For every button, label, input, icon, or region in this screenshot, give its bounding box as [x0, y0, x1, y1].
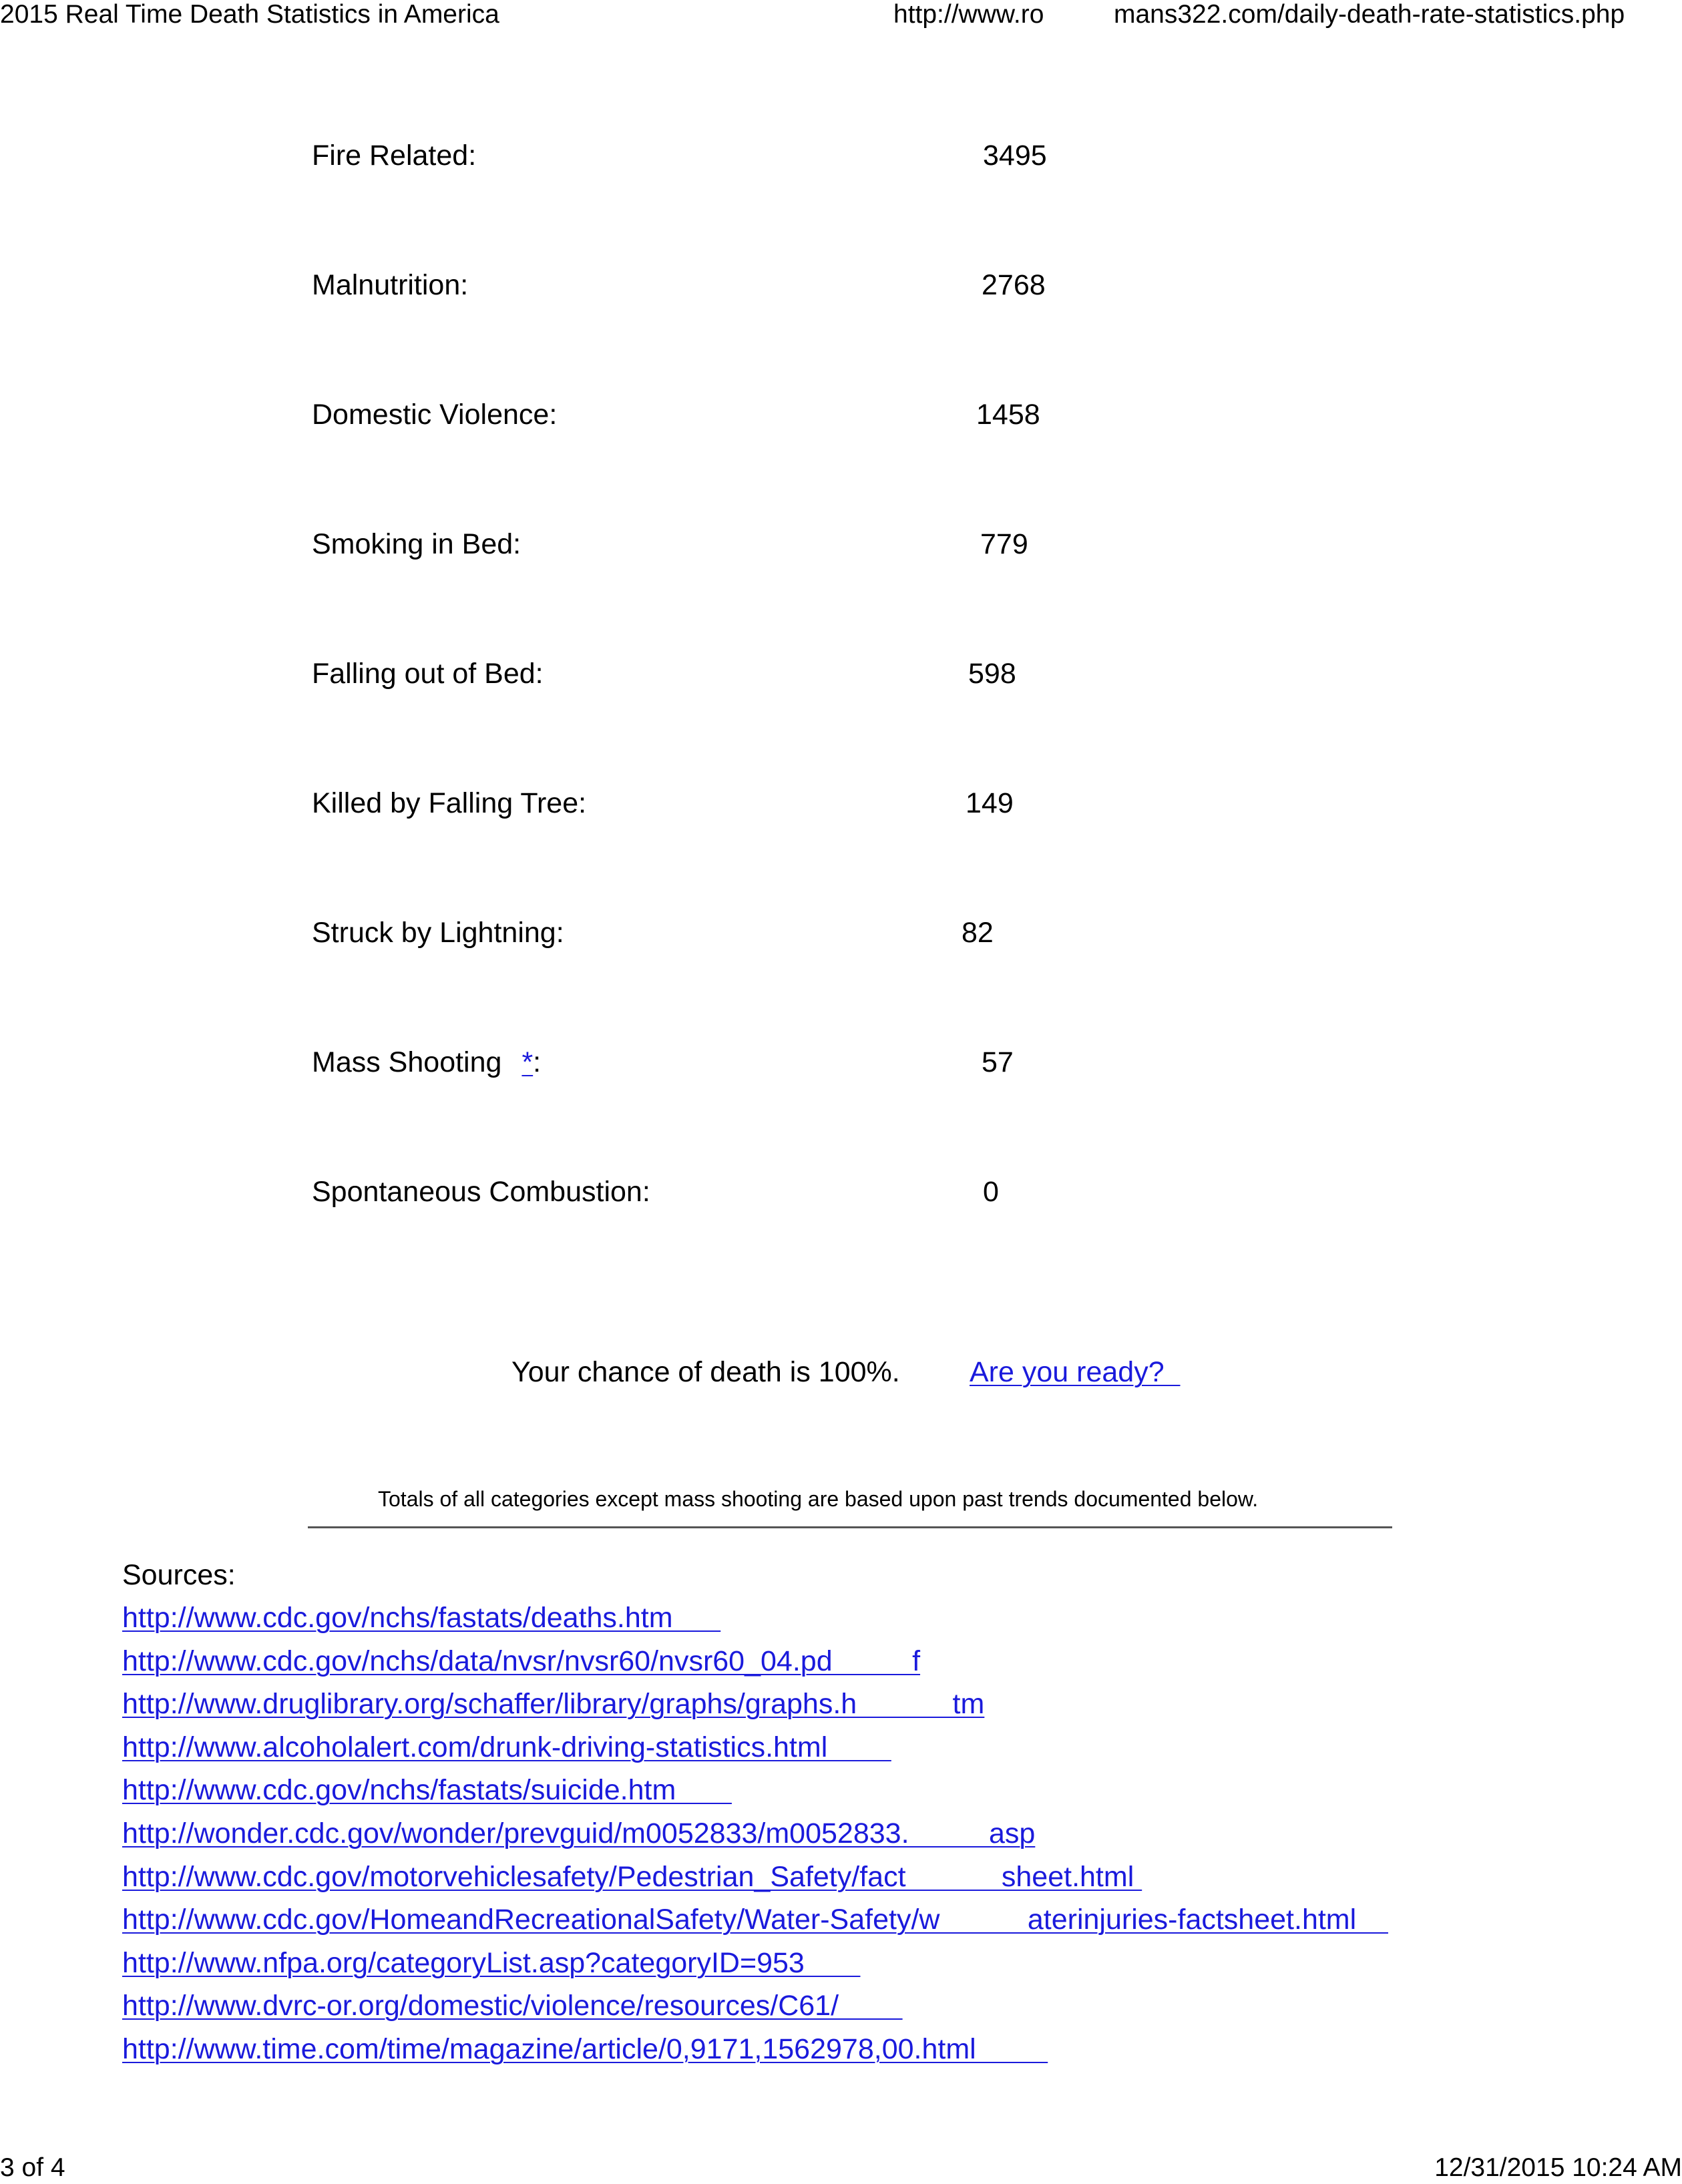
mass-shooting-colon: :: [533, 1046, 542, 1078]
page-title: 2015 Real Time Death Statistics in America: [0, 0, 499, 29]
stat-value-spontaneous-combustion: 0: [983, 1176, 999, 1208]
stat-label-mass-shooting: [312, 1046, 541, 1079]
stat-label-falling-out-of-bed: Falling out of Bed:: [312, 658, 544, 690]
source-link-cdc-deaths[interactable]: http://www.cdc.gov/nchs/fastats/deaths.htm: [122, 1602, 721, 1634]
stat-value-struck-by-lightning: 82: [962, 917, 994, 949]
stat-label-malnutrition: Malnutrition:: [312, 269, 469, 301]
chance-of-death-text: Your chance of death is 100%.: [511, 1356, 900, 1388]
source-item: [122, 1601, 1388, 1645]
stat-value-falling-out-of-bed: 598: [968, 658, 1016, 690]
source-item: [122, 2032, 1388, 2076]
stat-label-domestic-violence: Domestic Violence:: [312, 399, 558, 431]
source-item: [122, 1946, 1388, 1990]
stat-label-spontaneous-combustion: Spontaneous Combustion:: [312, 1176, 650, 1208]
are-you-ready-link[interactable]: Are you ready?: [970, 1356, 1181, 1388]
source-item: [122, 1989, 1388, 2032]
header-url-part1: http://www.ro: [893, 0, 1044, 29]
page-number: 3 of 4: [0, 2153, 65, 2182]
source-item: [122, 1817, 1388, 1860]
totals-note: Totals of all categories except mass shooting are based upon past trends documented below.: [378, 1487, 1259, 1511]
source-link-alcoholalert[interactable]: http://www.alcoholalert.com/drunk-driving-statistics.html: [122, 1731, 891, 1763]
stat-label-smoking-in-bed: Smoking in Bed:: [312, 528, 521, 560]
source-item: [122, 1687, 1388, 1731]
source-link-cdc-water-safety[interactable]: http://www.cdc.gov/HomeandRecreationalSafety/Water-Safety/w aterinjuries-factsheet.html: [122, 1904, 1388, 1936]
stat-label-struck-by-lightning: Struck by Lightning:: [312, 917, 564, 949]
source-link-cdc-nvsr[interactable]: http://www.cdc.gov/nchs/data/nvsr/nvsr60/nvsr60_04.pd f: [122, 1645, 921, 1677]
horizontal-rule: [308, 1526, 1392, 1528]
stat-value-domestic-violence: 1458: [976, 399, 1040, 431]
sources-list: [122, 1601, 1388, 2076]
stat-value-mass-shooting: 57: [982, 1046, 1014, 1078]
source-item: [122, 1773, 1388, 1817]
stat-label-killed-by-falling-tree: Killed by Falling Tree:: [312, 787, 587, 819]
header-url-part2: mans322.com/daily-death-rate-statistics.php: [1114, 0, 1625, 29]
stat-value-fire-related: 3495: [983, 140, 1047, 172]
stat-value-smoking-in-bed: 779: [980, 528, 1028, 560]
sources-heading: Sources:: [122, 1559, 236, 1591]
source-link-cdc-suicide[interactable]: http://www.cdc.gov/nchs/fastats/suicide.htm: [122, 1774, 732, 1807]
stat-label-fire-related: Fire Related:: [312, 140, 477, 172]
source-link-dvrc[interactable]: http://www.dvrc-or.org/domestic/violence/resources/C61/: [122, 1990, 903, 2022]
mass-shooting-text: Mass Shooting: [312, 1046, 502, 1078]
source-link-cdc-pedestrian[interactable]: http://www.cdc.gov/motorvehiclesafety/Pedestrian_Safety/fact sheet.html: [122, 1860, 1142, 1893]
source-item: [122, 1903, 1388, 1946]
source-link-time[interactable]: http://www.time.com/time/magazine/article/0,9171,1562978,00.html: [122, 2032, 1048, 2065]
source-link-cdc-wonder[interactable]: http://wonder.cdc.gov/wonder/prevguid/m0052833/m0052833. asp: [122, 1817, 1036, 1849]
source-item: [122, 1645, 1388, 1688]
print-datetime: 12/31/2015 10:24 AM: [1434, 2153, 1682, 2182]
source-item: [122, 1860, 1388, 1904]
stat-value-malnutrition: 2768: [982, 269, 1046, 301]
source-link-druglibrary[interactable]: http://www.druglibrary.org/schaffer/library/graphs/graphs.h tm: [122, 1688, 985, 1721]
source-item: [122, 1731, 1388, 1774]
stat-value-killed-by-falling-tree: 149: [966, 787, 1014, 819]
source-link-nfpa[interactable]: http://www.nfpa.org/categoryList.asp?categoryID=953: [122, 1946, 861, 1979]
mass-shooting-footnote-link[interactable]: *: [521, 1046, 534, 1078]
